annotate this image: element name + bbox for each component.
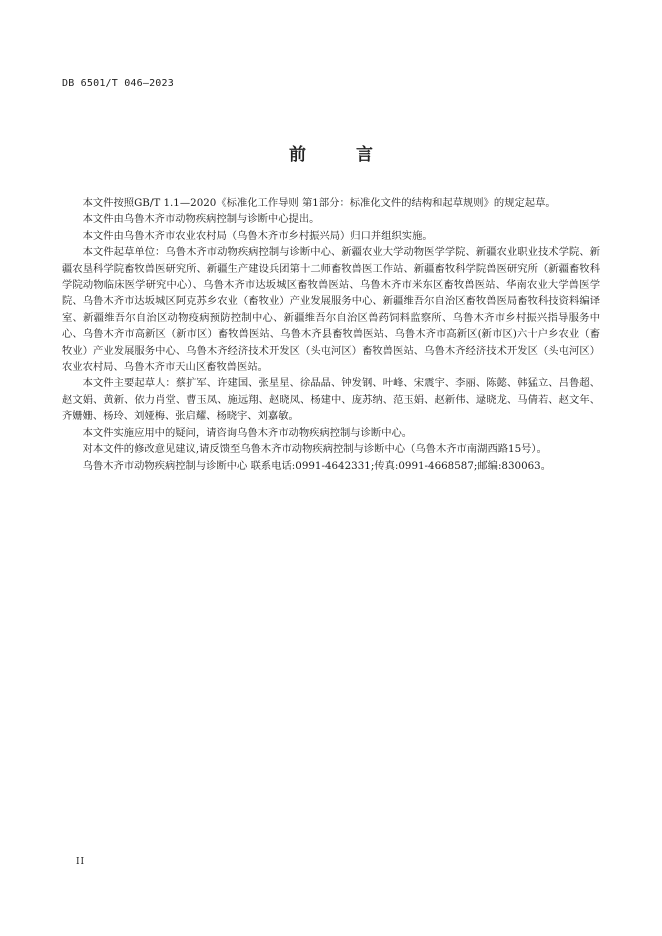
paragraph-inquiries: 本文件实施应用中的疑问，请咨询乌鲁木齐市动物疾病控制与诊断中心。 bbox=[82, 426, 413, 439]
paragraph-administrator: 本文件由乌鲁木齐市农业农村局（乌鲁木齐市乡村振兴局）归口并组织实施。 bbox=[82, 229, 433, 242]
paragraph-feedback: 对本文件的修改意见建议,请反馈至乌鲁木齐市动物疾病控制与诊断中心（乌鲁木齐市南湖西路15号）。 bbox=[82, 443, 547, 456]
paragraph-drafters: 本文件主要起草人：蔡扩军、许建国、张星星、徐晶晶、钟发钢、叶峰、宋震宇、李丽、陈懿、韩猛立、吕鲁超、赵文娟、黄新、依力肖堂、曹玉凤、施远翔、赵晓凤、杨建中、庞苏纳、范玉娟、赵新伟、逯晓龙、马倩若、赵文年、齐姗姗、杨玲、刘娅梅、张启耀、杨晓宇、刘嘉敏。 bbox=[62, 377, 600, 423]
paragraph-proposer: 本文件由乌鲁木齐市动物疾病控制与诊断中心提出。 bbox=[82, 213, 320, 226]
page-title: 前 言 bbox=[289, 145, 395, 165]
page-number: II bbox=[76, 857, 86, 867]
paragraph-drafting-units: 本文件起草单位：乌鲁木齐市动物疾病控制与诊断中心、新疆农业大学动物医学学院、新疆农业职业技术学院、新疆农垦科学院畜牧兽医研究所、新疆生产建设兵团第十二师畜牧兽医工作站、新疆畜牧科学院兽医研究所（新疆畜牧科学院动物临床医学研究中心）、乌鲁木齐市达坂城区畜牧兽医站、乌鲁木齐市米东区畜牧兽医站、华南农业大学兽医学院、乌鲁木齐市达坂城区阿克苏乡农业（畜牧业）产业发展服务中心、新疆维吾尔自治区畜牧兽医局畜牧科技资料编译室、新疆维吾尔自治区动物疫病预防控制中心、新疆维吾尔自治区兽药饲料监察所、乌鲁木齐市乡村振兴指导服务中心、乌鲁木齐市高新区（新市区）畜牧兽医站、乌鲁木齐县畜牧兽医站、乌鲁木齐市高新区(新市区)六十户乡农业（畜牧业）产业发展服务中心、乌鲁木齐经济技术开发区（头屯河区）畜牧兽医站、乌鲁木齐经济技术开发区（头屯河区）农业农村局、乌鲁木齐市天山区畜牧兽医站。 bbox=[62, 246, 600, 374]
paragraph-drafting-basis: 本文件按照GB/T 1.1—2020《标准化工作导则 第1部分：标准化文件的结构和起草规则》的规定起草。 bbox=[82, 197, 556, 209]
standard-code: DB 6501/T 046—2023 bbox=[62, 78, 174, 89]
paragraph-contact: 乌鲁木齐市动物疾病控制与诊断中心 联系电话:0991-4642331;传真:0991-4668587;邮编:830063。 bbox=[82, 459, 552, 472]
document-body bbox=[62, 195, 600, 474]
